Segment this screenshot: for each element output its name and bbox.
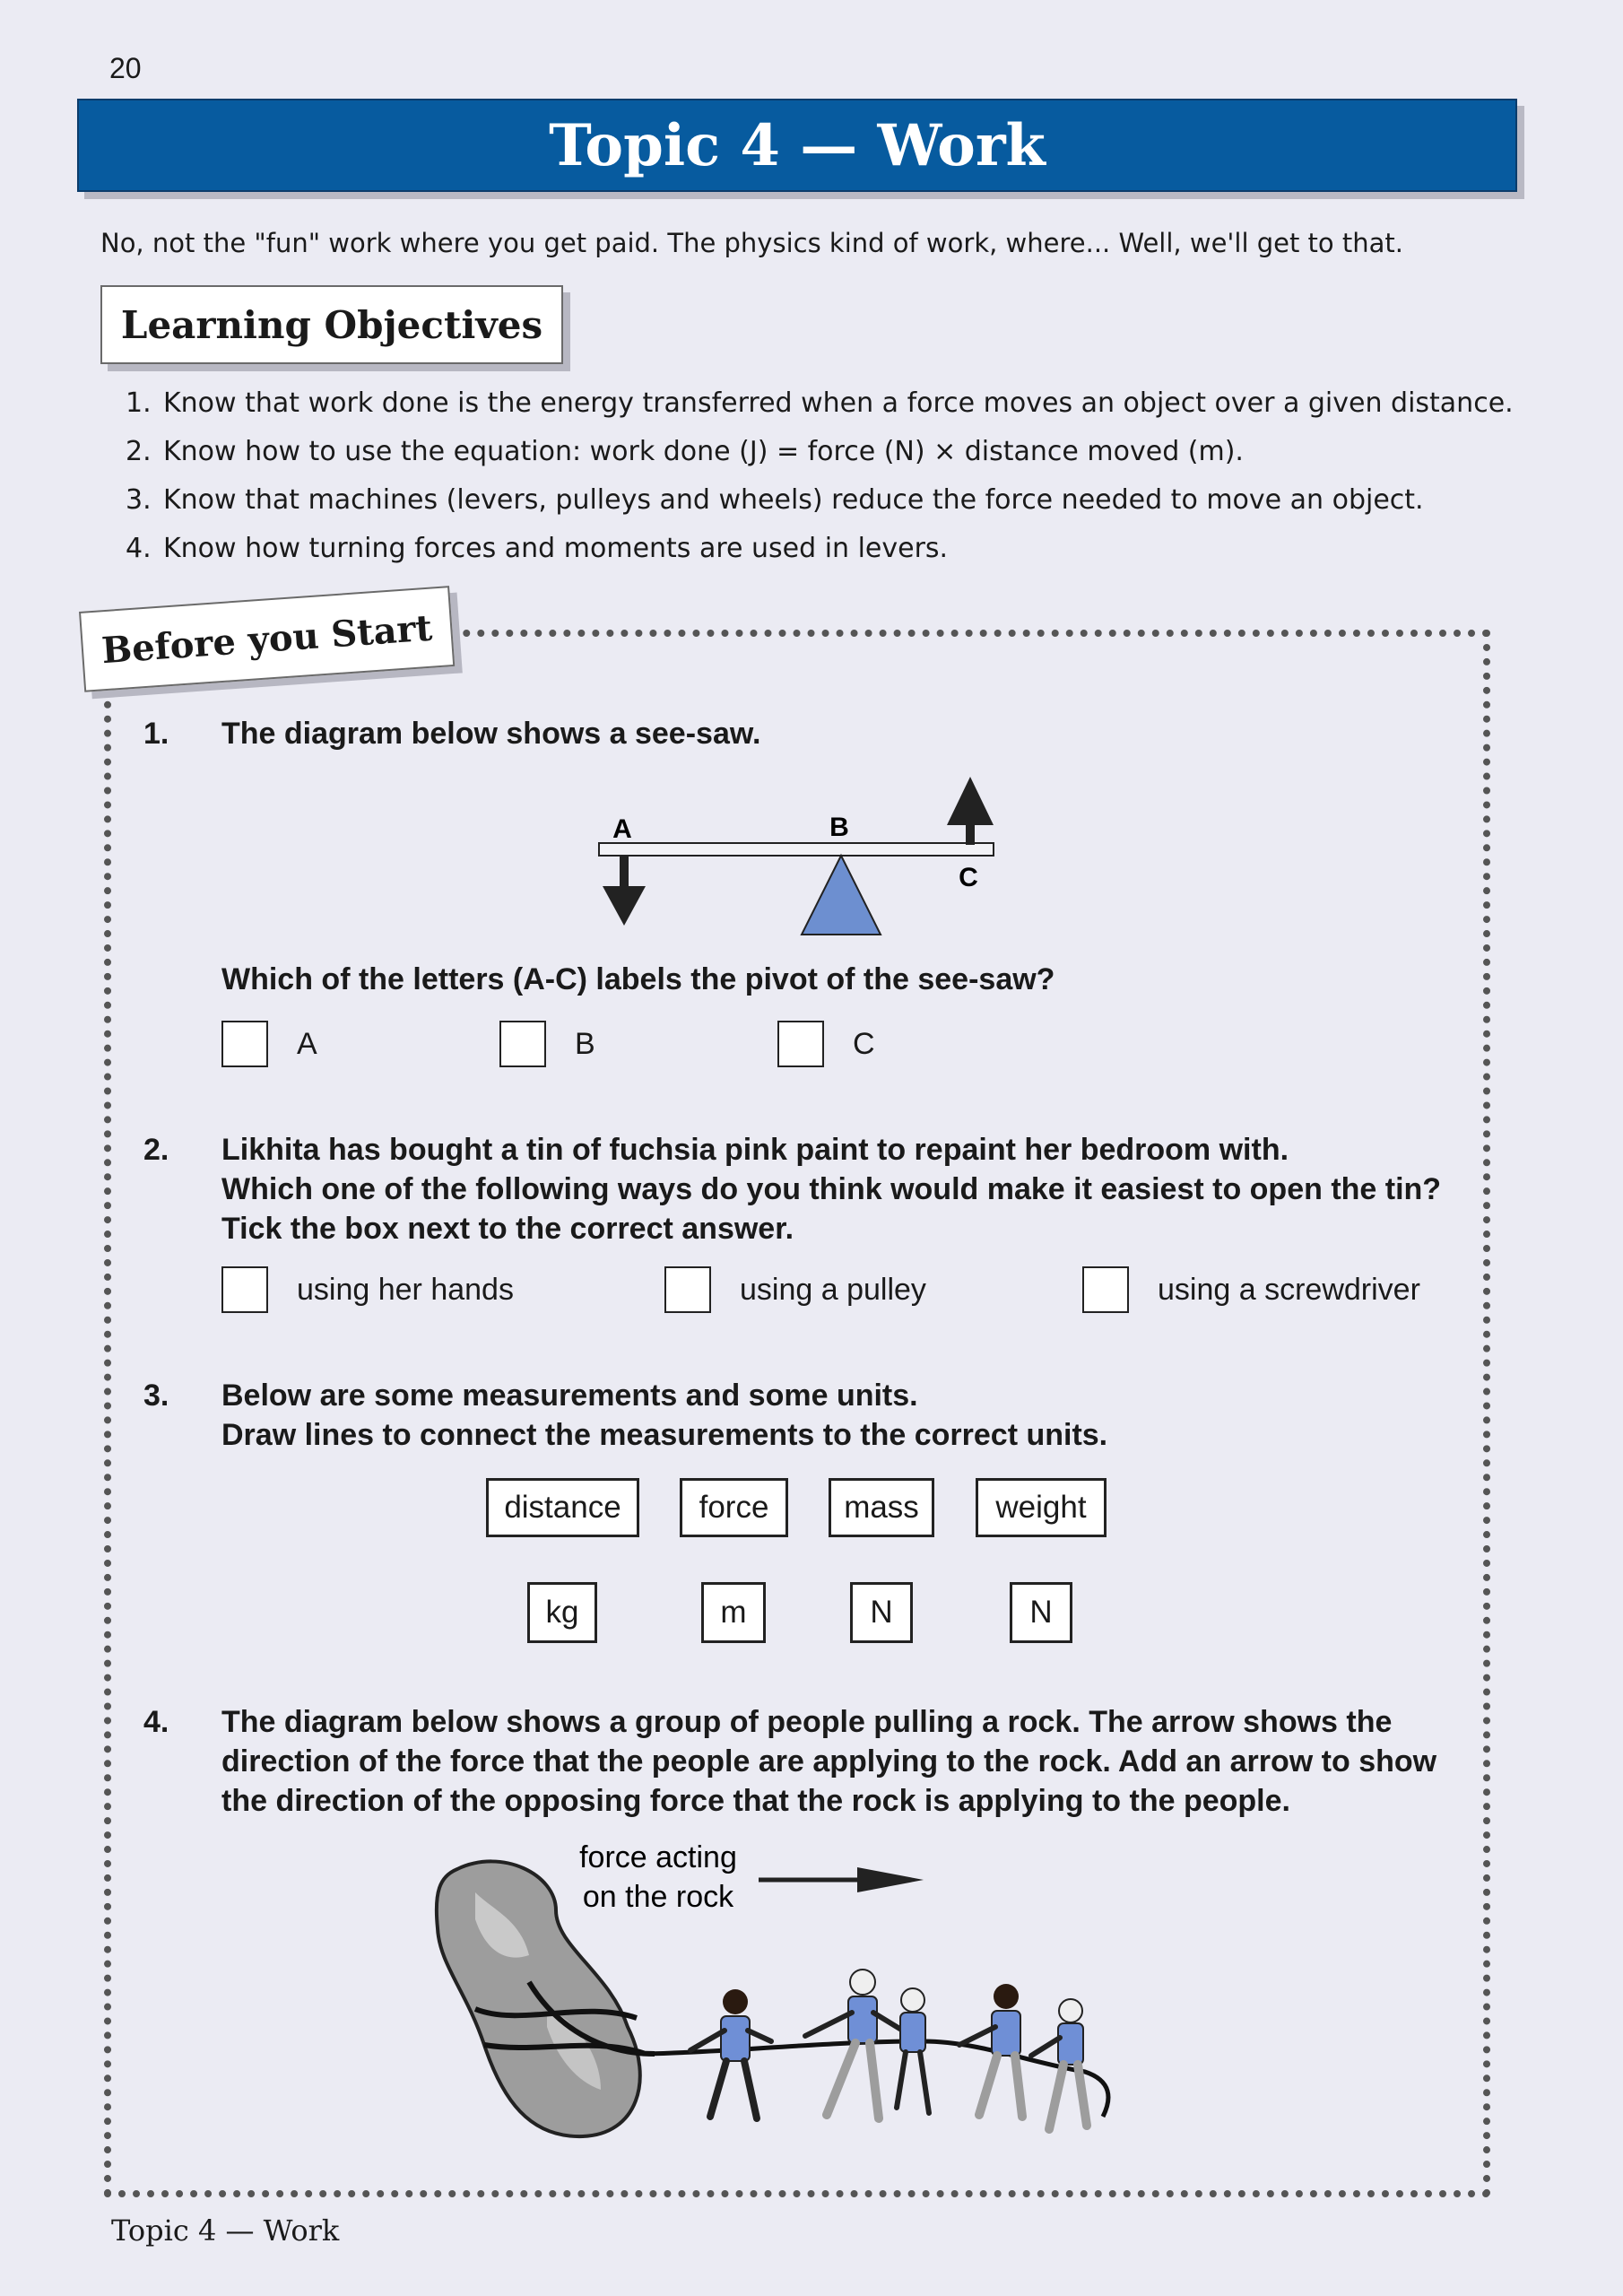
unit-n-1[interactable]: N	[850, 1582, 913, 1643]
unit-n-2[interactable]: N	[1010, 1582, 1072, 1643]
objective-item: 3. Know that machines (levers, pulleys and wheels) reduce the force needed to move an object.	[126, 484, 1424, 516]
force-label-line-2: on the rock	[582, 1880, 734, 1914]
question-2-number: 2.	[143, 1133, 169, 1167]
measurement-weight[interactable]: weight	[976, 1478, 1107, 1537]
see-saw-diagram	[574, 768, 1013, 947]
checkbox[interactable]	[499, 1021, 546, 1067]
measurement-force[interactable]: force	[680, 1478, 788, 1537]
label-c: C	[959, 863, 978, 892]
label-b: B	[829, 813, 849, 842]
objective-item: 1. Know that work done is the energy transferred when a force moves an object over a given distance.	[126, 387, 1514, 419]
question-4-text: The diagram below shows a group of people pulling a rock. The arrow shows the direction of the force that the people are applying to the rock. Add an arrow to show the direction of the opposing force that the rock is applying to the people.	[221, 1705, 1437, 1818]
tug-of-war-diagram	[421, 1830, 1130, 2152]
checkbox[interactable]	[221, 1021, 268, 1067]
q1-option-c[interactable]: C	[777, 1021, 875, 1067]
up-arrow-icon	[947, 777, 994, 845]
question-1-number: 1.	[143, 717, 169, 751]
question-3-text: Below are some measurements and some units. Draw lines to connect the measurements to the correct units.	[221, 1378, 1108, 1452]
person-figure	[897, 1988, 929, 2113]
q1-option-a[interactable]: A	[221, 1021, 317, 1067]
before-you-start-heading-text: Before you Start	[100, 606, 434, 672]
measurement-mass[interactable]: mass	[829, 1478, 934, 1537]
force-label-line-1: force acting	[579, 1840, 737, 1874]
see-saw-plank	[599, 843, 994, 856]
force-arrow-icon	[759, 1867, 924, 1892]
down-arrow-icon	[603, 856, 646, 926]
unit-m[interactable]: m	[701, 1582, 766, 1643]
objectives-list	[126, 387, 1514, 581]
learning-objectives-heading-text: Learning Objectives	[120, 302, 543, 347]
checkbox[interactable]	[664, 1266, 711, 1313]
q1-option-b[interactable]: B	[499, 1021, 595, 1067]
question-1-prompt: Which of the letters (A-C) labels the pivot of the see-saw?	[221, 962, 1055, 996]
objective-item: 4. Know how turning forces and moments are used in levers.	[126, 533, 949, 564]
footer-topic: Topic 4 — Work	[111, 2213, 340, 2248]
checkbox[interactable]	[777, 1021, 824, 1067]
page-number: 20	[109, 52, 142, 84]
pivot-triangle	[802, 856, 881, 935]
measurement-distance[interactable]: distance	[486, 1478, 639, 1537]
objective-item: 2. Know how to use the equation: work done (J) = force (N) × distance moved (m).	[126, 436, 1244, 467]
question-3-number: 3.	[143, 1378, 169, 1413]
page-title: Topic 4 — Work	[549, 111, 1046, 179]
checkbox[interactable]	[1082, 1266, 1129, 1313]
page-title-banner	[77, 99, 1517, 192]
question-2-text: Likhita has bought a tin of fuchsia pink paint to repaint her bedroom with. Which one of the following ways do you think would make it easiest to open the tin? Tick the box next to the correct answer.	[221, 1133, 1442, 1246]
checkbox[interactable]	[221, 1266, 268, 1313]
unit-kg[interactable]: kg	[527, 1582, 597, 1643]
learning-objectives-heading	[100, 285, 563, 364]
question-1-text: The diagram below shows a see-saw.	[221, 717, 761, 751]
question-4-number: 4.	[143, 1705, 169, 1739]
q2-option-screwdriver[interactable]: using a screwdriver	[1082, 1266, 1420, 1313]
person-figure	[959, 1984, 1022, 2117]
intro-text: No, not the "fun" work where you get paid. The physics kind of work, where... Well, we'll get to that.	[100, 228, 1404, 258]
q2-option-hands[interactable]: using her hands	[221, 1266, 514, 1313]
q2-option-pulley[interactable]: using a pulley	[664, 1266, 926, 1313]
label-a: A	[612, 814, 632, 844]
